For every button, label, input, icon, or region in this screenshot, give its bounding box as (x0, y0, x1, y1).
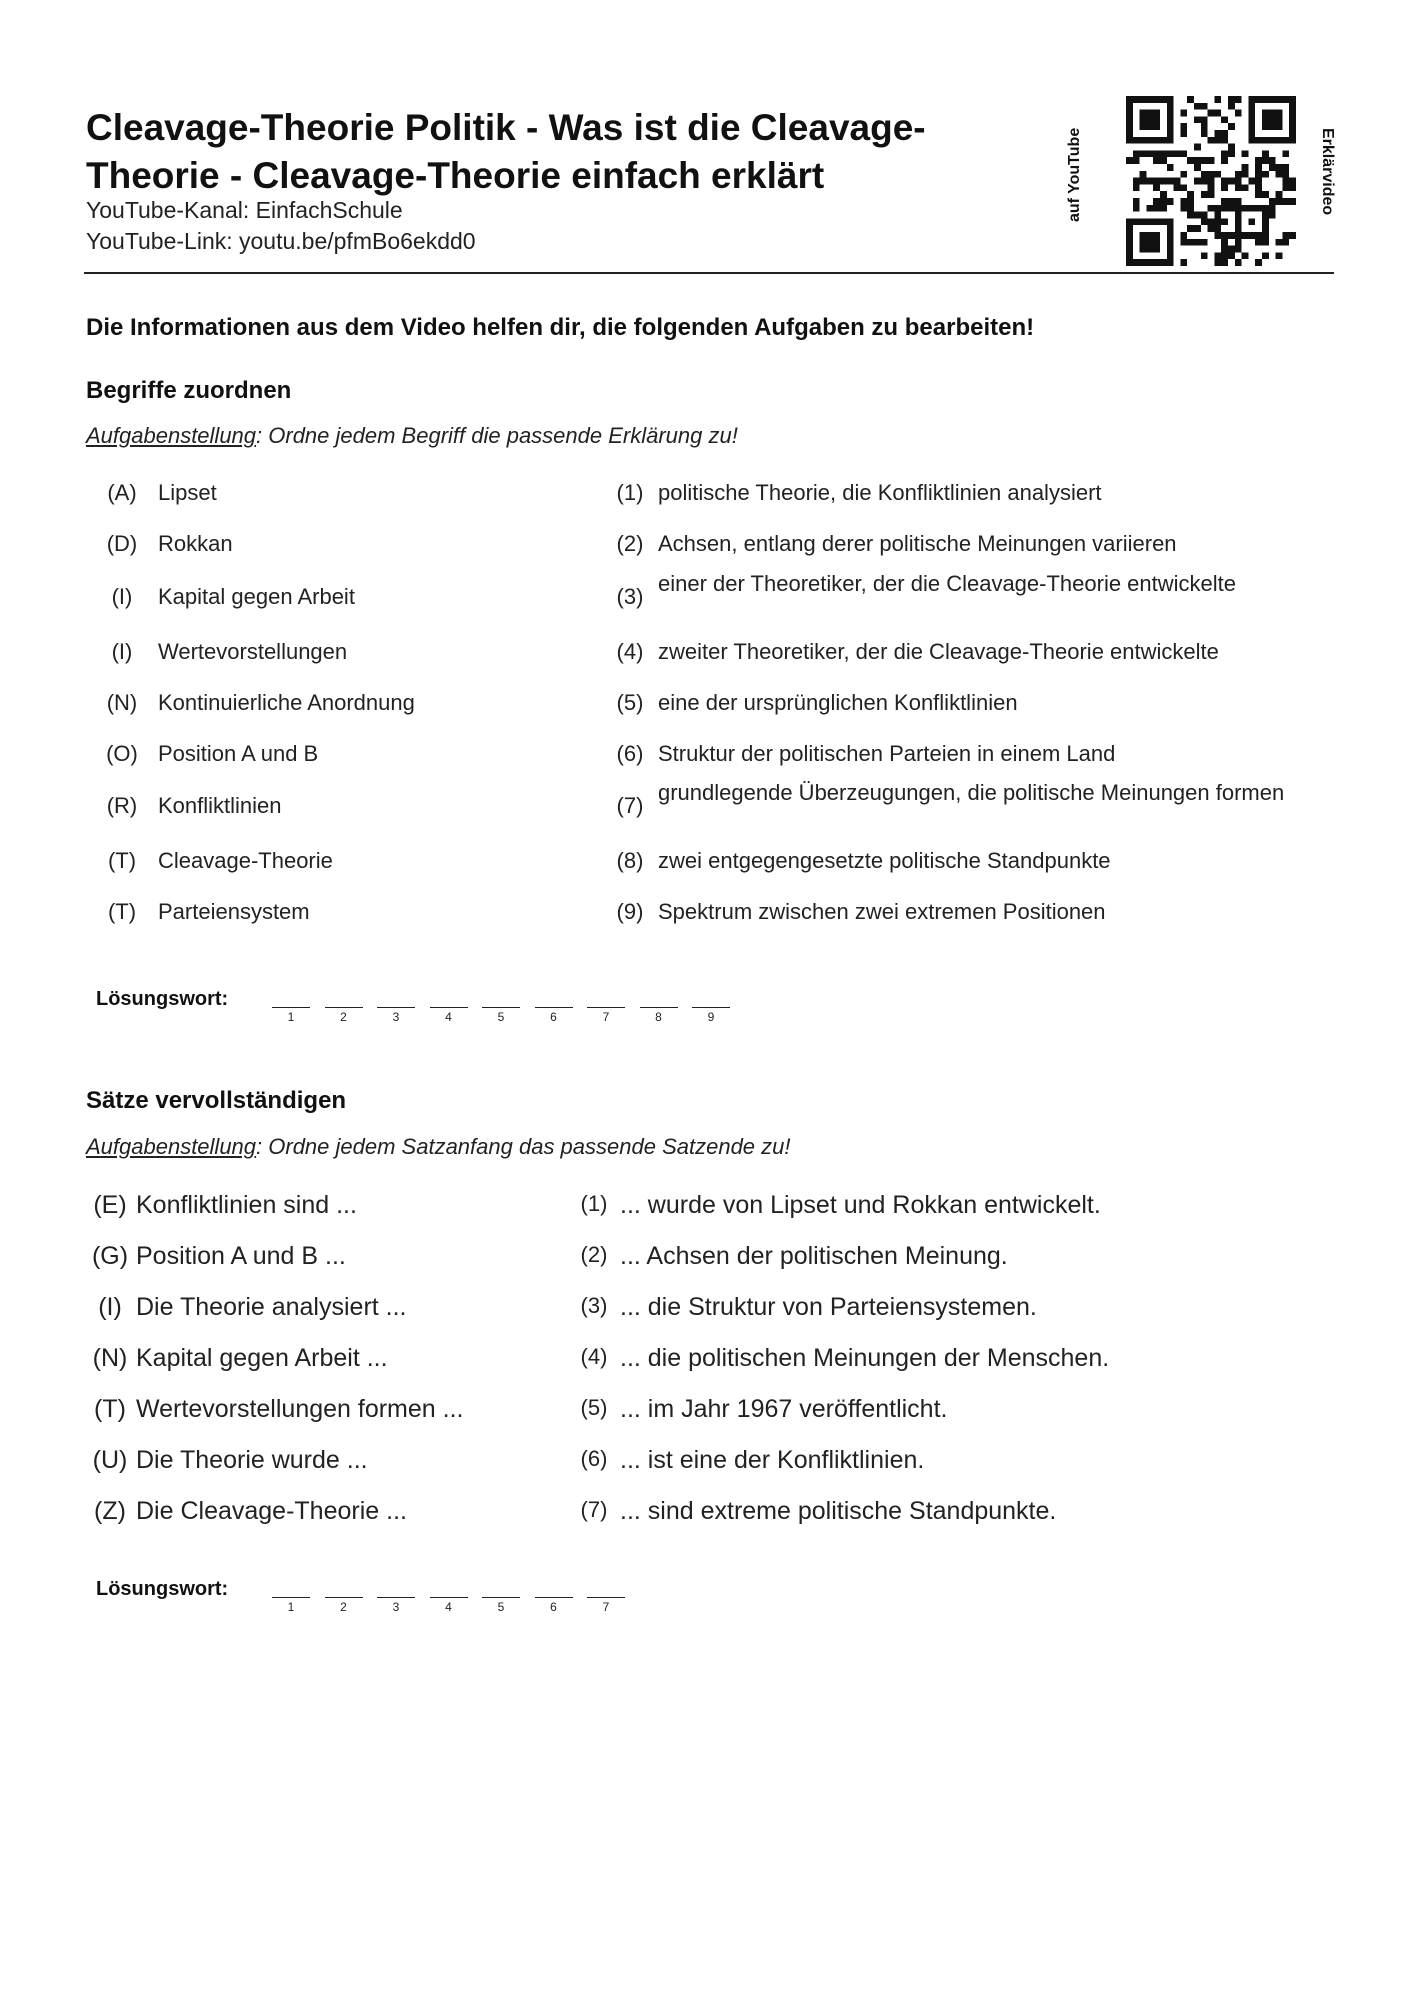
sentence-letter: (G) (91, 1242, 129, 1270)
explanation-number: (2) (616, 531, 644, 556)
ending-number: (5) (580, 1395, 608, 1420)
qr-label-youtube: auf YouTube (1066, 127, 1083, 222)
blank-number: 9 (707, 1010, 715, 1024)
term-letter: (A) (107, 480, 137, 505)
solution-blank[interactable] (430, 1597, 468, 1614)
solution-blank[interactable] (482, 1597, 520, 1614)
blank-number: 5 (497, 1010, 505, 1024)
blank-number: 1 (287, 1600, 295, 1614)
term-text: Parteiensystem (158, 899, 310, 924)
sentence-beginning: Position A und B ... (136, 1242, 346, 1270)
sentence-beginning: Konfliktlinien sind ... (136, 1191, 357, 1219)
solution-blank[interactable] (587, 1007, 625, 1024)
explanation-number: (7) (616, 793, 644, 818)
page-title: Cleavage-Theorie Politik - Was ist die Cleavage-Theorie - Cleavage-Theorie einfach erklärt (86, 107, 926, 196)
sentence-beginning: Die Cleavage-Theorie ... (136, 1497, 407, 1525)
term-letter: (I) (111, 639, 133, 664)
blank-number: 4 (445, 1600, 452, 1614)
explanation-number: (9) (616, 899, 644, 924)
ending-number: (4) (580, 1344, 608, 1369)
task-label: Aufgabenstellung (86, 423, 257, 448)
solution-blank[interactable] (482, 1007, 520, 1024)
explanation-text: zweiter Theoretiker, der die Cleavage-Theorie entwickelte (658, 639, 1219, 664)
term-letter: (O) (106, 741, 138, 766)
explanation-text: eine der ursprünglichen Konfliktlinien (658, 690, 1018, 715)
explanation-text: Spektrum zwischen zwei extremen Positionen (658, 899, 1106, 924)
ending-number: (2) (580, 1242, 608, 1267)
blank-number: 1 (287, 1010, 295, 1024)
sentence-beginning: Kapital gegen Arbeit ... (136, 1344, 388, 1372)
blank-number: 2 (340, 1010, 347, 1024)
solution-blank[interactable] (377, 1007, 415, 1024)
ending-number: (7) (580, 1497, 608, 1522)
term-text: Rokkan (158, 531, 233, 556)
term-text: Lipset (158, 480, 217, 505)
sentence-ending: ... Achsen der politischen Meinung. (620, 1242, 1008, 1270)
sentence-ending: ... die politischen Meinungen der Menschen. (620, 1344, 1110, 1372)
section-title-saetze: Sätze vervollständigen (86, 1087, 347, 1114)
solution-blank[interactable] (325, 1007, 363, 1024)
sentence-letter: (E) (93, 1191, 127, 1219)
solution-blank[interactable] (272, 1597, 310, 1614)
task-instruction-1 (86, 423, 738, 449)
sentence-ending: ... ist eine der Konfliktlinien. (620, 1446, 925, 1474)
explanation-text: zwei entgegengesetzte politische Standpunkte (658, 848, 1111, 873)
term-text: Kapital gegen Arbeit (158, 584, 355, 609)
solution-blank[interactable] (692, 1007, 730, 1024)
explanation-number: (8) (616, 848, 644, 873)
term-letter: (D) (106, 531, 138, 556)
blank-number: 6 (550, 1600, 557, 1614)
blank-number: 5 (497, 1600, 505, 1614)
qr-label-video: Erklärvideo (1319, 128, 1336, 216)
solution-blank[interactable] (377, 1597, 415, 1614)
solution-blank[interactable] (272, 1007, 310, 1024)
blank-number: 2 (340, 1600, 347, 1614)
explanation-text: Struktur der politischen Parteien in einem Land (658, 741, 1116, 766)
solution-blank[interactable] (535, 1007, 573, 1024)
task-instruction-2 (86, 1134, 791, 1160)
term-text: Wertevorstellungen (158, 639, 348, 664)
qr-code-icon[interactable] (1126, 96, 1296, 266)
explanation-number: (3) (616, 584, 644, 609)
instructions-intro: Die Informationen aus dem Video helfen dir, die folgenden Aufgaben zu bearbeiten! (86, 314, 1035, 341)
sentence-letter: (T) (94, 1395, 126, 1423)
blank-number: 8 (655, 1010, 662, 1024)
term-text: Position A und B (158, 741, 319, 766)
solution-blank[interactable] (587, 1597, 625, 1614)
sentence-ending: ... im Jahr 1967 veröffentlicht. (620, 1395, 948, 1423)
blank-number: 7 (602, 1010, 610, 1024)
explanation-number: (1) (616, 480, 644, 505)
term-text: Cleavage-Theorie (158, 848, 333, 873)
blank-number: 7 (602, 1600, 610, 1614)
sentence-ending: ... wurde von Lipset und Rokkan entwickelt. (620, 1191, 1101, 1219)
explanation-number: (6) (616, 741, 644, 766)
term-letter: (N) (106, 690, 138, 715)
term-text: Kontinuierliche Anordnung (158, 690, 415, 715)
sentence-letter: (I) (98, 1293, 122, 1321)
youtube-link[interactable]: YouTube-Link: youtu.be/pfmBo6ekdd0 (86, 228, 476, 254)
solution-blank[interactable] (430, 1007, 468, 1024)
term-text: Konfliktlinien (158, 793, 282, 818)
ending-number: (1) (580, 1191, 608, 1216)
task-text: : Ordne jedem Satzanfang das passende Satzende zu! (256, 1134, 791, 1159)
explanation-text: einer der Theoretiker, der die Cleavage-Theorie entwickelte (658, 571, 1237, 596)
task-text: : Ordne jedem Begriff die passende Erklärung zu! (256, 423, 738, 448)
solution-word-label: Lösungswort: (96, 1578, 229, 1600)
ending-number: (6) (580, 1446, 608, 1471)
header-divider (84, 272, 1334, 274)
youtube-channel: YouTube-Kanal: EinfachSchule (86, 197, 403, 223)
sentence-ending: ... die Struktur von Parteiensystemen. (620, 1293, 1037, 1321)
ending-number: (3) (580, 1293, 608, 1318)
sentence-letter: (Z) (94, 1497, 126, 1525)
blank-number: 6 (550, 1010, 557, 1024)
term-letter: (T) (107, 848, 137, 873)
sentence-beginning: Die Theorie analysiert ... (136, 1293, 407, 1321)
section-title-begriffe: Begriffe zuordnen (86, 377, 292, 404)
solution-blank[interactable] (535, 1597, 573, 1614)
explanation-text: politische Theorie, die Konfliktlinien analysiert (658, 480, 1102, 505)
sentence-letter: (U) (92, 1446, 128, 1474)
blank-number: 4 (445, 1010, 452, 1024)
blank-number: 3 (392, 1010, 400, 1024)
solution-word-label: Lösungswort: (96, 988, 229, 1010)
term-letter: (R) (106, 793, 138, 818)
explanation-number: (4) (616, 639, 644, 664)
term-letter: (I) (111, 584, 133, 609)
explanation-text: grundlegende Überzeugungen, die politische Meinungen formen (658, 780, 1285, 805)
sentence-beginning: Die Theorie wurde ... (136, 1446, 368, 1474)
sentence-beginning: Wertevorstellungen formen ... (136, 1395, 464, 1423)
sentence-letter: (N) (92, 1344, 128, 1372)
term-letter: (T) (107, 899, 137, 924)
explanation-text: Achsen, entlang derer politische Meinungen variieren (658, 531, 1177, 556)
solution-blank[interactable] (640, 1007, 678, 1024)
task-label: Aufgabenstellung (86, 1134, 257, 1159)
blank-number: 3 (392, 1600, 400, 1614)
explanation-number: (5) (616, 690, 644, 715)
sentence-ending: ... sind extreme politische Standpunkte. (620, 1497, 1057, 1525)
solution-blank[interactable] (325, 1597, 363, 1614)
